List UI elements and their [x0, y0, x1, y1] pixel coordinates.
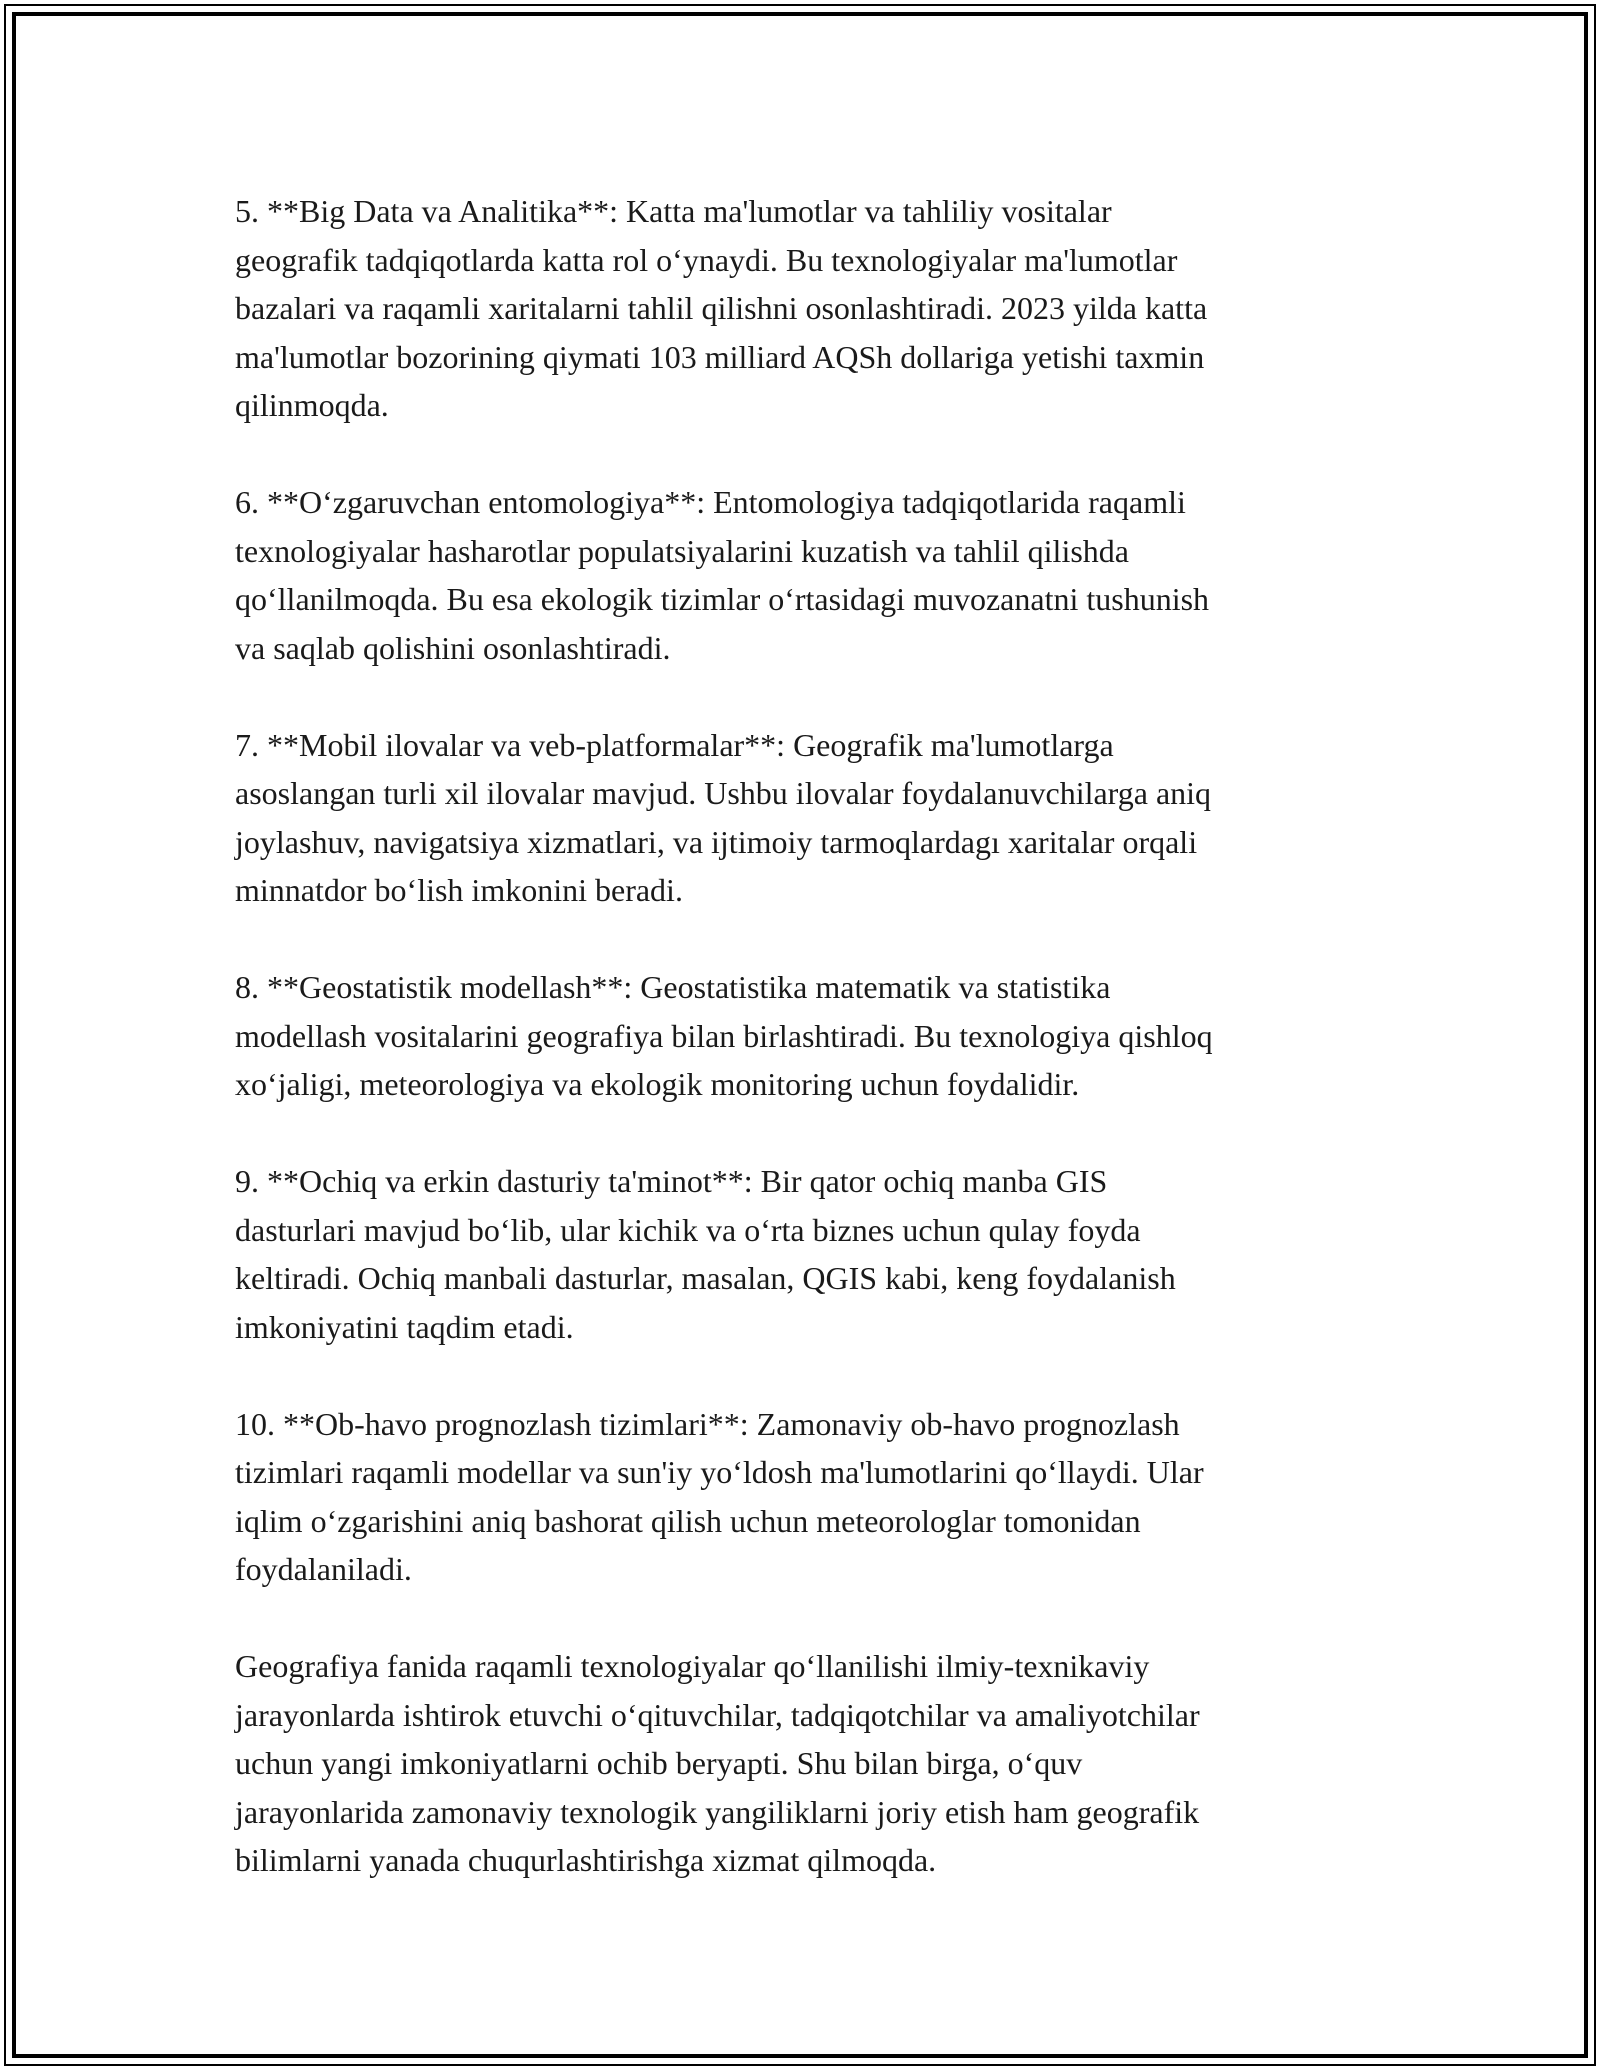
- paragraph-geostatistics: 8. **Geostatistik modellash**: Geostatistika matematik va statistika modellash vositalarini geografiya bilan birlashtiradi. Bu texnologiya qishloq xo‘jaligi, meteorologiya va ekologik monitoring uchun foydalidir.: [235, 969, 1213, 1102]
- paragraph-weather-forecast: 10. **Ob-havo prognozlash tizimlari**: Zamonaviy ob-havo prognozlash tizimlari raqamli modellar va sun'iy yo‘ldosh ma'lumotlarini qo‘llaydi. Ular iqlim o‘zgarishini aniq bashorat qilish uchun meteorologlar tomonidan foydalaniladi.: [235, 1405, 1204, 1587]
- paragraph-mobile-apps: 7. **Mobil ilovalar va veb-platformalar**: Geografik ma'lumotlarga asoslangan turli xil ilovalar mavjud. Ushbu ilovalar foydalanuvchilarga aniq joylashuv, navigatsiya xizmatlari, va ijtimoiy tarmoqlardagı xaritalar orqali minnatdor bo‘lish imkonini beradi.: [235, 726, 1212, 908]
- paragraph-big-data: 5. **Big Data va Analitika**: Katta ma'lumotlar va tahliliy vositalar geografik tadqiqotlarda katta rol o‘ynaydi. Bu texnologiyalar ma'lumotlar bazalari va raqamli xaritalarni tahlil qilishni osonlashtiradi. 2023 yilda katta ma'lumotlar bozorining qiymati 103 milliard AQSh dollariga yetishi taxmin qilinmoqda.: [235, 193, 1208, 423]
- paragraph-conclusion: Geografiya fanida raqamli texnologiyalar qo‘llanilishi ilmiy-texnikaviy jarayonlarda ishtirok etuvchi o‘qituvchilar, tadqiqotchilar va amaliyotchilar uchun yangi imkoniyatlarni ochib beryapti. Shu bilan birga, o‘quv jarayonlarida zamonaviy texnologik yangiliklarni joriy etish ham geografik bilimlarni yanada chuqurlashtirishga xizmat qilmoqda.: [235, 1648, 1200, 1878]
- document-body: [235, 187, 1365, 1885]
- paragraph-open-software: 9. **Ochiq va erkin dasturiy ta'minot**: Bir qator ochiq manba GIS dasturlari mavjud bo‘lib, ular kichik va o‘rta biznes uchun qulay foyda keltiradi. Ochiq manbali dasturlar, masalan, QGIS kabi, keng foydalanish imkoniyatini taqdim etadi.: [235, 1163, 1176, 1345]
- paragraph-entomology: 6. **O‘zgaruvchan entomologiya**: Entomologiya tadqiqotlarida raqamli texnologiyalar hasharotlar populatsiyalarini kuzatish va tahlil qilishda qo‘llanilmoqda. Bu esa ekologik tizimlar o‘rtasidagi muvozanatni tushunish va saqlab qolishini osonlashtiradi.: [235, 484, 1210, 666]
